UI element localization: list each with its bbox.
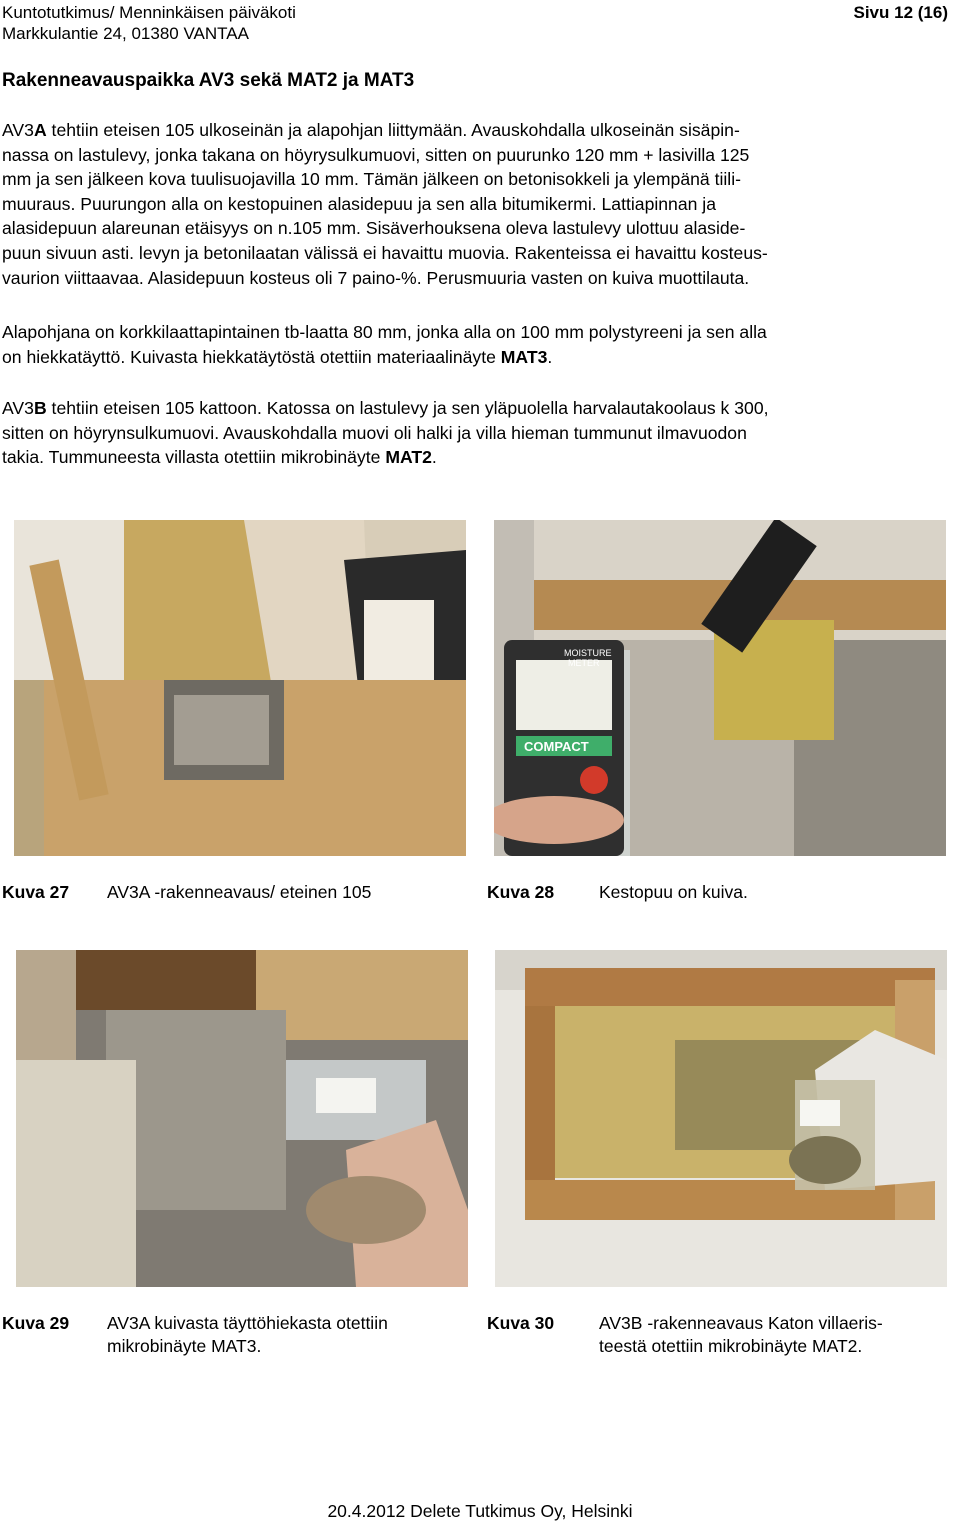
meter-model: COMPACT — [524, 739, 589, 754]
meter-brand-top: MOISTURE — [564, 648, 612, 658]
figure-caption-28: Kestopuu on kuiva. — [599, 882, 748, 902]
paragraph-av3b: AV3B tehtiin eteisen 105 kattoon. Katossa on lastulevy ja sen yläpuolella harvalautakoolaus k 300, sitten on höyrynsulkumuovi. Avauskohdalla muovi oli halki ja villa hieman tummunut ilmavuodon takia. Tummuneesta villasta otettiin mikrobinäyte MAT2. — [2, 398, 769, 468]
section-title: Rakenneavauspaikka AV3 sekä MAT2 ja MAT3 — [2, 70, 415, 91]
figure-label-27: Kuva 27 — [2, 882, 70, 902]
paragraph-alapohja: Alapohjana on korkkilaattapintainen tb-laatta 80 mm, jonka alla on 100 mm polystyreeni ja sen alla on hiekkatäyttö. Kuivasta hiekkatäytöstä otettiin materiaalinäyte MAT3. — [2, 322, 767, 367]
photo-kuva-28 — [494, 520, 946, 856]
paragraph-av3a: AV3A tehtiin eteisen 105 ulkoseinän ja alapohjan liittymään. Avauskohdalla ulkoseinän sisäpin- nassa on lastulevy, jonka takana on höyrysulkumuovi, sitten on puurunko 120 mm + lasivilla 125 mm ja sen jälkeen kova tuulisuojavilla 10 mm. Tämän jälkeen on betonisokkeli ja ylempänä tiili- muuraus. Puurungon alla on kestopuinen alasidepuu ja sen alla bitumikermi. Lattiapinnan ja alasidepuun alareunan etäisyys on n.105 mm. Sisäverhouksena oleva lastulevy ulottuu alaside- puun sivuun asti. levyn ja betonilaatan välissä ei havaittu muovia. Rakenteissa ei havaittu kosteus- vaurion viittaavaa. Alasidepuun kosteus oli 7 paino-%. Perusmuuria vasten on kuiva muottilauta. — [2, 120, 768, 288]
page-footer: 20.4.2012 Delete Tutkimus Oy, Helsinki — [327, 1501, 633, 1521]
figure-label-29: Kuva 29 — [2, 1313, 70, 1333]
figure-caption-30: AV3B -rakenneavaus Katon villaeris- teestä otettiin mikrobinäyte MAT2. — [599, 1313, 883, 1356]
figure-label-28: Kuva 28 — [487, 882, 555, 902]
figure-label-30: Kuva 30 — [487, 1313, 555, 1333]
meter-brand-bottom: METER — [568, 658, 600, 668]
figure-caption-29: AV3A kuivasta täyttöhiekasta otettiin mikrobinäyte MAT3. — [107, 1313, 388, 1356]
header-address: Markkulantie 24, 01380 VANTAA — [2, 24, 249, 43]
figure-caption-27: AV3A -rakenneavaus/ eteinen 105 — [107, 882, 372, 902]
page-number: Sivu 12 (16) — [853, 3, 948, 22]
photo-kuva-29 — [16, 950, 468, 1287]
photo-kuva-27 — [14, 520, 466, 856]
header-title: Kuntotutkimus/ Menninkäisen päiväkoti — [2, 3, 296, 22]
photo-kuva-30 — [495, 950, 947, 1287]
